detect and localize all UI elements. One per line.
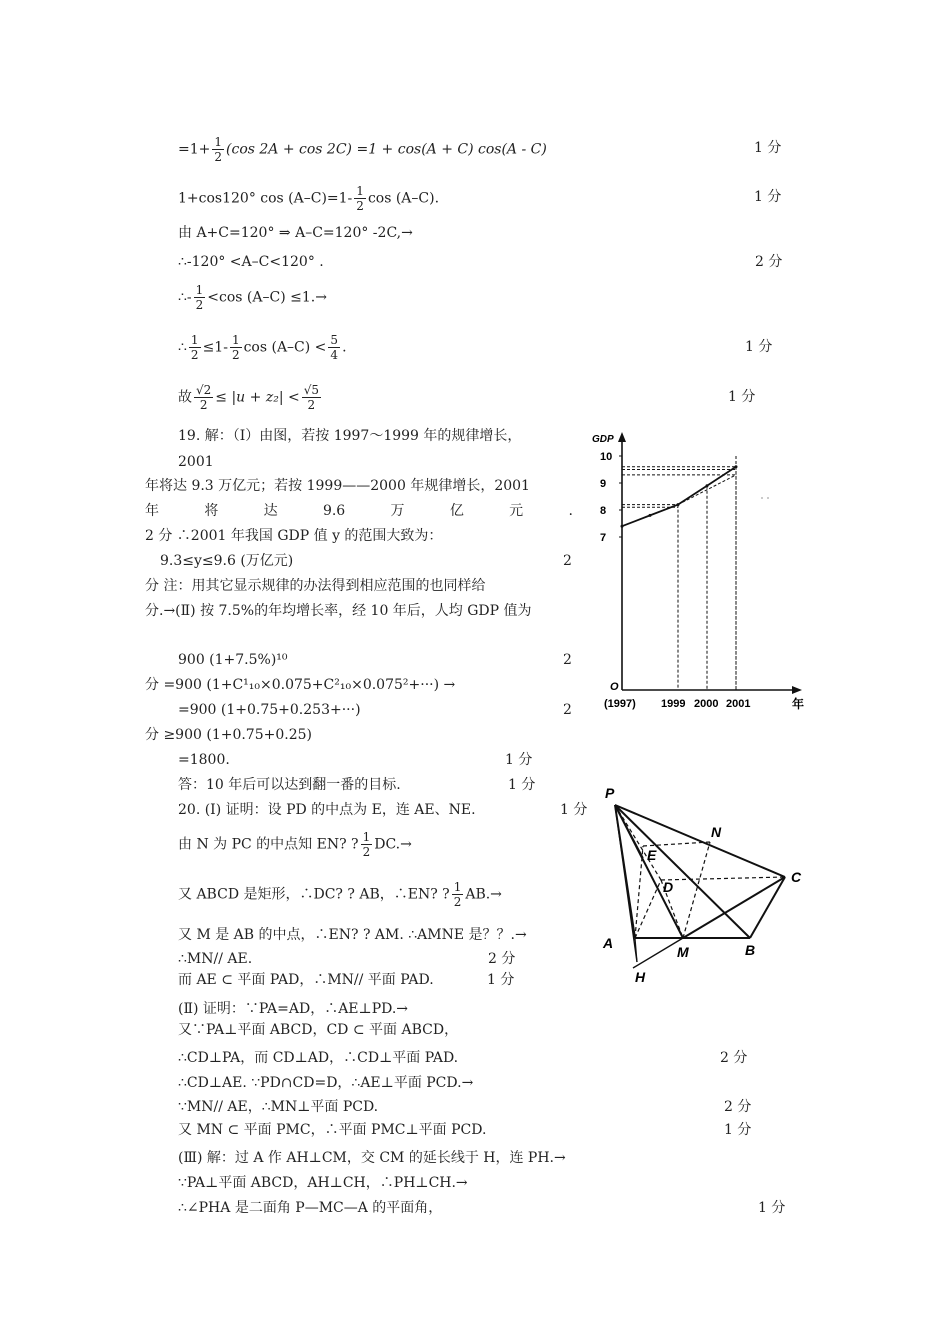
y-axis-label: GDP xyxy=(592,434,614,445)
q19-line-14-score: 1 分 xyxy=(508,777,536,793)
fraction: $\frac{1}{2}$ xyxy=(231,333,240,362)
q20-line-9: ∴CD⊥PA，而 CD⊥AD，∴CD⊥平面 PAD. xyxy=(178,1050,459,1066)
q20-line-14: ∵PA⊥平面 ABCD，AH⊥CH，∴PH⊥CH.→ xyxy=(178,1175,468,1191)
x-tick-label: 1999 xyxy=(661,698,686,710)
series-line-gdp xyxy=(622,467,736,526)
fraction: $\frac{1}{2}$ xyxy=(453,880,462,909)
label-E: E xyxy=(647,847,657,863)
fraction: $\frac{1}{2}$ xyxy=(214,135,223,164)
data-point xyxy=(621,525,624,528)
label-A: A xyxy=(603,935,614,951)
q20-line-1: 20. (Ⅰ) 证明：设 PD 的中点为 E，连 AE、NE. xyxy=(178,802,476,818)
pyramid-figure xyxy=(595,780,815,990)
q19-line-9-num: 2 xyxy=(563,652,572,668)
decor-dot xyxy=(767,497,769,499)
origin-label: O xyxy=(610,681,619,693)
word: 元 xyxy=(509,503,524,519)
q20-line-5-score: 2 分 xyxy=(488,951,516,967)
q20-line-15: ∴∠PHA 是二面角 P—MC—A 的平面角， xyxy=(178,1200,443,1216)
q19-line-8: 分.→(Ⅱ) 按 7.5%的年均增长率，经 10 年后，人均 GDP 值为 xyxy=(145,603,532,619)
q19-line-11: =900 (1+0.75+0.253+···) xyxy=(178,702,361,718)
q19-line-5: 2 分 ∴2001 年我国 GDP 值 y 的范围大致为： xyxy=(145,528,443,544)
score-1: 1 分 xyxy=(754,140,782,156)
q20-line-6-score: 1 分 xyxy=(487,972,515,988)
x-tick-label: (1997) xyxy=(604,698,636,710)
q20-line-4: 又 M 是 AB 的中点，∴EN? ? AM. ∴AMNE 是？？.→ xyxy=(178,927,527,943)
q20-line-2: 由 N 为 PC 的中点知 EN? ? $\frac{1}{2}$ DC.→ xyxy=(178,830,412,859)
data-point xyxy=(677,503,680,506)
q19-line-3: 年将达 9.3 万亿元；若按 1999——2000 年规律增长，2001 xyxy=(145,478,530,494)
q19-line-13: =1800. xyxy=(178,752,230,768)
q19-line-13-score: 1 分 xyxy=(505,752,533,768)
q20-line-5: ∴MN// AE. xyxy=(178,951,253,967)
q19-line-6: 9.3≤y≤9.6 (万亿元) xyxy=(160,553,294,569)
word: 达 xyxy=(263,503,278,519)
chart-guides xyxy=(622,456,736,690)
decor-dot xyxy=(761,497,763,499)
label-C: C xyxy=(791,869,802,885)
score-4: 2 分 xyxy=(755,254,783,270)
word: 亿 xyxy=(449,503,464,519)
y-axis-arrow xyxy=(618,432,626,442)
score-6: 1 分 xyxy=(745,339,773,355)
line-5: ∴- $\frac{1}{2}$ <cos (A–C) ≤1.→ xyxy=(178,283,327,312)
line-2: 1+cos120° cos (A–C)=1- $\frac{1}{2}$ cos (A–C). xyxy=(178,184,440,213)
label-N: N xyxy=(711,824,722,840)
fraction: $\frac{1}{2}$ xyxy=(190,333,199,362)
x-tick-label: 2001 xyxy=(726,698,751,710)
q20-line-13: (Ⅲ) 解：过 A 作 AH⊥CM，交 CM 的延长线于 H，连 PH.→ xyxy=(178,1150,566,1166)
q20-line-11: ∵MN// AE，∴MN⊥平面 PCD. xyxy=(178,1099,379,1115)
label-M: M xyxy=(677,944,689,960)
extrapolation-line xyxy=(678,475,736,505)
label-D: D xyxy=(663,879,674,895)
edge-MH xyxy=(633,938,683,968)
q20-line-11-score: 2 分 xyxy=(724,1099,752,1115)
line-6: ∴ $\frac{1}{2}$ ≤1- $\frac{1}{2}$ cos (A–C) < $\frac{5}{4}$ . xyxy=(178,333,347,362)
q19-line-10: 分 =900 (1+C¹₁₀×0.075+C²₁₀×0.075²+···) → xyxy=(145,677,456,693)
y-tick-label: 10 xyxy=(600,451,613,463)
line-7: 故 $\frac{√2}{2}$ ≤ |u + z₂| < $\frac{√5}{2}$ xyxy=(178,383,319,412)
word: . xyxy=(568,503,573,519)
y-tick-label: 9 xyxy=(600,478,607,490)
edge-PC xyxy=(615,805,785,877)
data-point xyxy=(706,484,709,487)
q19-line-1: 19. 解：（Ⅰ）由图，若按 1997～1999 年的规律增长， xyxy=(178,428,522,444)
data-point xyxy=(649,514,652,517)
gdp-chart xyxy=(590,428,815,718)
q20-line-15-score: 1 分 xyxy=(758,1200,786,1216)
line-4: ∴-120° <A–C<120° . xyxy=(178,254,324,270)
x-axis-label: 年 xyxy=(792,697,805,711)
q19-line-6-num: 2 xyxy=(563,553,572,569)
q19-line-7: 分 注：用其它显示规律的办法得到相应范围的也同样给 xyxy=(145,578,486,594)
fraction: $\frac{1}{2}$ xyxy=(195,283,204,312)
score-7: 1 分 xyxy=(728,389,756,405)
edge-DC xyxy=(661,877,785,880)
label-P: P xyxy=(605,785,615,801)
q20-line-12-score: 1 分 xyxy=(724,1122,752,1138)
q19-line-2: 2001 xyxy=(178,454,214,470)
q20-line-9-score: 2 分 xyxy=(720,1050,748,1066)
q20-line-12: 又 MN ⊂ 平面 PMC，∴平面 PMC⊥平面 PCD. xyxy=(178,1122,487,1138)
q19-line-14: 答：10 年后可以达到翻一番的目标. xyxy=(178,777,401,793)
word: 将 xyxy=(204,503,219,519)
x-axis-arrow xyxy=(792,686,802,694)
label-B: B xyxy=(745,942,756,958)
fraction: $\frac{5}{4}$ xyxy=(330,333,339,362)
x-tick-label: 2000 xyxy=(694,698,719,710)
fraction: $\frac{1}{2}$ xyxy=(356,184,364,213)
q19-line-9: 900 (1+7.5%)¹⁰ xyxy=(178,652,288,668)
q19-line-11-num: 2 xyxy=(563,702,572,718)
q20-line-7: (Ⅱ) 证明：∵PA=AD，∴AE⊥PD.→ xyxy=(178,1001,409,1017)
y-tick-label: 8 xyxy=(600,505,607,517)
q20-line-8: 又∵PA⊥平面 ABCD，CD ⊂ 平面 ABCD， xyxy=(178,1022,459,1038)
edge-PB xyxy=(615,805,750,938)
line-1: =1+ $\frac{1}{2}$ (cos 2A + cos 2C) =1 + cos(A + C) cos(A - C) xyxy=(178,135,547,164)
line-3: 由 A+C=120° ⇒ A–C=120° -2C,→ xyxy=(178,225,413,241)
q20-line-10: ∴CD⊥AE. ∵PD∩CD=D，∴AE⊥平面 PCD.→ xyxy=(178,1075,474,1091)
fraction: $\frac{√5}{2}$ xyxy=(303,383,319,412)
data-point xyxy=(735,465,738,468)
q20-line-6: 而 AE ⊂ 平面 PAD，∴MN// 平面 PAD. xyxy=(178,972,434,988)
fraction: $\frac{1}{2}$ xyxy=(362,830,371,859)
word: 9.6 xyxy=(322,503,346,519)
label-H: H xyxy=(635,969,646,985)
fraction: $\frac{√2}{2}$ xyxy=(196,383,212,412)
q19-line-4 xyxy=(145,502,573,520)
score-2: 1 分 xyxy=(754,189,782,205)
y-tick-label: 7 xyxy=(600,532,607,544)
q19-line-12: 分 ≥900 (1+0.75+0.25) xyxy=(145,727,312,743)
word: 年 xyxy=(145,503,159,519)
edge-BC xyxy=(750,877,785,938)
q20-line-3: 又 ABCD 是矩形，∴DC? ? AB，∴EN? ? $\frac{1}{2}$ AB.→ xyxy=(178,880,502,909)
word: 万 xyxy=(390,503,405,519)
q20-line-1-score: 1 分 xyxy=(560,802,588,818)
